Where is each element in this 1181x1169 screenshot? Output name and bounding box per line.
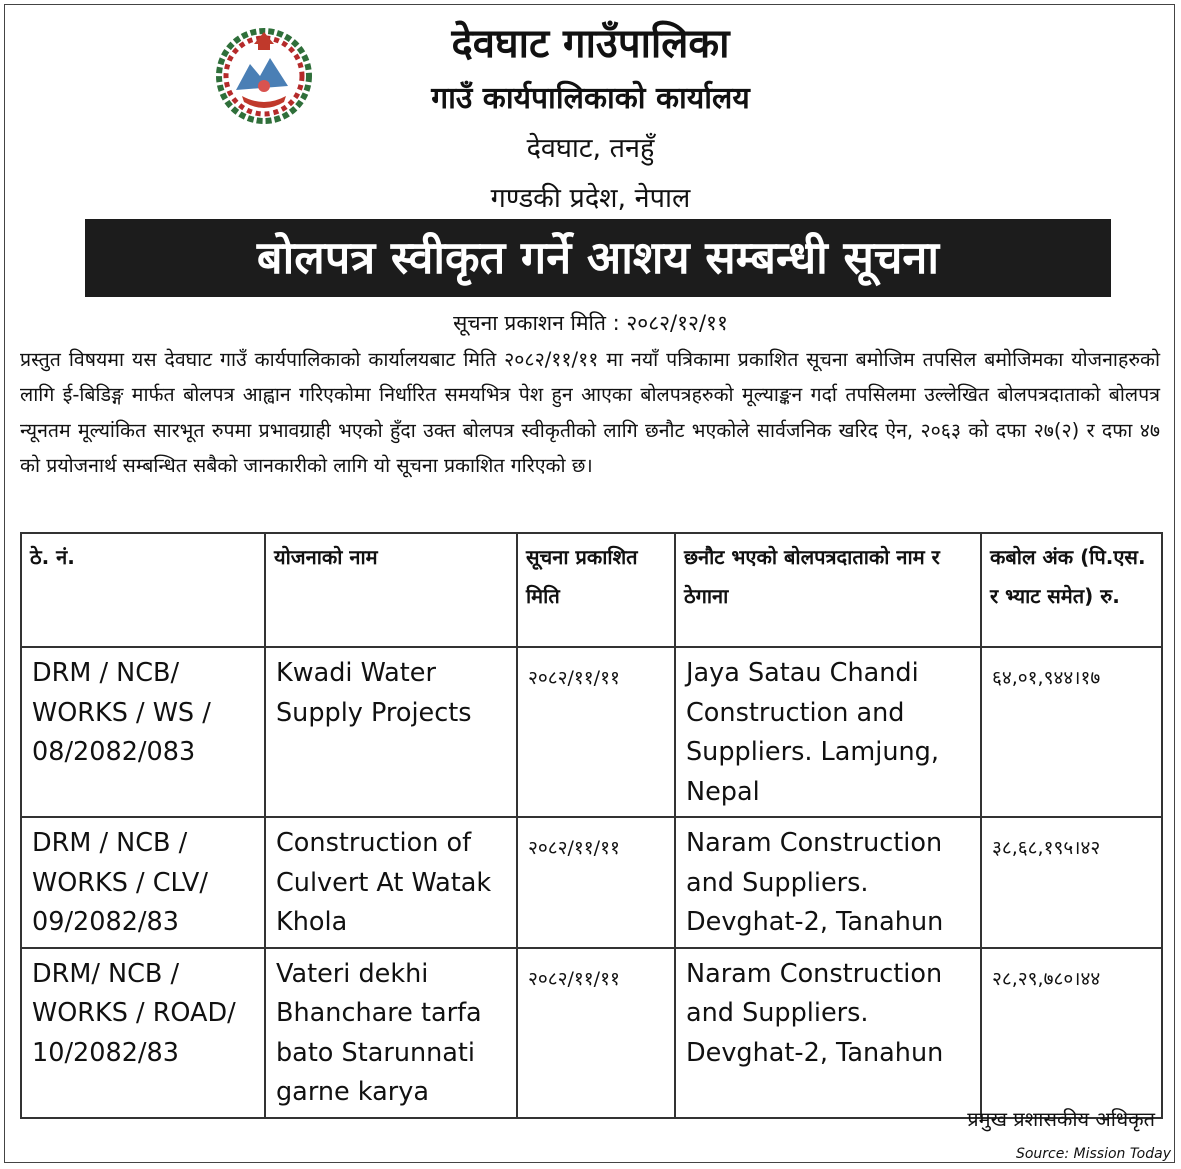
col-header-contract-no: ठे. नं.	[21, 533, 265, 647]
project-name: Vateri dekhi Bhanchare tarfa bato Starunnati garne karya	[265, 948, 517, 1118]
bid-amount: २८,२९,७८०।४४	[981, 948, 1162, 1118]
notice-body: प्रस्तुत विषयमा यस देवघाट गाउँ कार्यपालिकाको कार्यालयबाट मिति २०८२/११/११ मा नयाँ पत्रिकामा प्रकाशित सूचना बमोजिम तपसिल बमोजिमका योजनाहरुको लागि ई-बिडिङ्ग मार्फत बोलपत्र आह्वान गरिएकोमा निर्धारित समयभित्र पेश हुन आएका बोलपत्रहरुको मूल्याङ्कन गर्दा तपसिलमा उल्लेखित बोलपत्रदाताको बोलपत्र न्यूनतम मूल्यांकित सारभूत रुपमा प्रभावग्राही भएको हुँदा उक्त बोलपत्र स्वीकृतीको लागि छनौट भएकोले सार्वजनिक खरिद ऐन, २०६३ को दफा २७(२) र दफा ४७ को प्रयोजनार्थ सम्बन्धित सबैको जानकारीको लागि यो सूचना प्रकाशित गरिएको छ।	[20, 348, 1161, 477]
col-header-amount: कबोल अंक (पि.एस. र भ्याट समेत) रु.	[981, 533, 1162, 647]
contract-no: DRM / NCB/ WORKS / WS / 08/2082/083	[21, 647, 265, 817]
office-name: गाउँ कार्यपालिकाको कार्यालय	[431, 81, 750, 116]
table-row	[21, 817, 1162, 948]
source-credit: Source: Mission Today	[1015, 1146, 1171, 1162]
notice-title: बोलपत्र स्वीकृत गर्ने आशय सम्बन्धी सूचना	[85, 219, 1111, 297]
project-name: Kwadi Water Supply Projects	[265, 647, 517, 817]
contract-no: DRM / NCB / WORKS / CLV/ 09/2082/83	[21, 817, 265, 948]
project-name: Construction of Culvert At Watak Khola	[265, 817, 517, 948]
table-row	[21, 948, 1162, 1118]
col-header-project: योजनाको नाम	[265, 533, 517, 647]
publish-date: २०८२/११/११	[517, 647, 675, 817]
bid-amount: ३८,६८,१९५।४२	[981, 817, 1162, 948]
province-country: गण्डकी प्रदेश, नेपाल	[490, 183, 691, 214]
table-header-row	[21, 533, 1162, 647]
col-header-bidder: छनौट भएको बोलपत्रदाताको नाम र ठेगाना	[675, 533, 981, 647]
contract-no: DRM/ NCB / WORKS / ROAD/ 10/2082/83	[21, 948, 265, 1118]
bidder-name-address: Naram Construction and Suppliers. Devghat-2, Tanahun	[675, 948, 981, 1118]
bid-table	[20, 532, 1163, 1119]
publish-date: २०८२/११/११	[517, 817, 675, 948]
bidder-name-address: Naram Construction and Suppliers. Devghat-2, Tanahun	[675, 817, 981, 948]
col-header-date: सूचना प्रकाशित मिति	[517, 533, 675, 647]
bidder-name-address: Jaya Satau Chandi Construction and Suppliers. Lamjung, Nepal	[675, 647, 981, 817]
municipality-name: देवघाट गाउँपालिका	[451, 21, 730, 67]
publish-date: २०८२/११/११	[517, 948, 675, 1118]
office-location: देवघाट, तनहुँ	[526, 133, 655, 164]
bid-amount: ६४,०१,९४४।१७	[981, 647, 1162, 817]
signatory: प्रमुख प्रशासकीय अधिकृत	[967, 1107, 1155, 1131]
publication-date: सूचना प्रकाशन मिति : २०८२/१२/११	[453, 311, 728, 335]
table-row	[21, 647, 1162, 817]
